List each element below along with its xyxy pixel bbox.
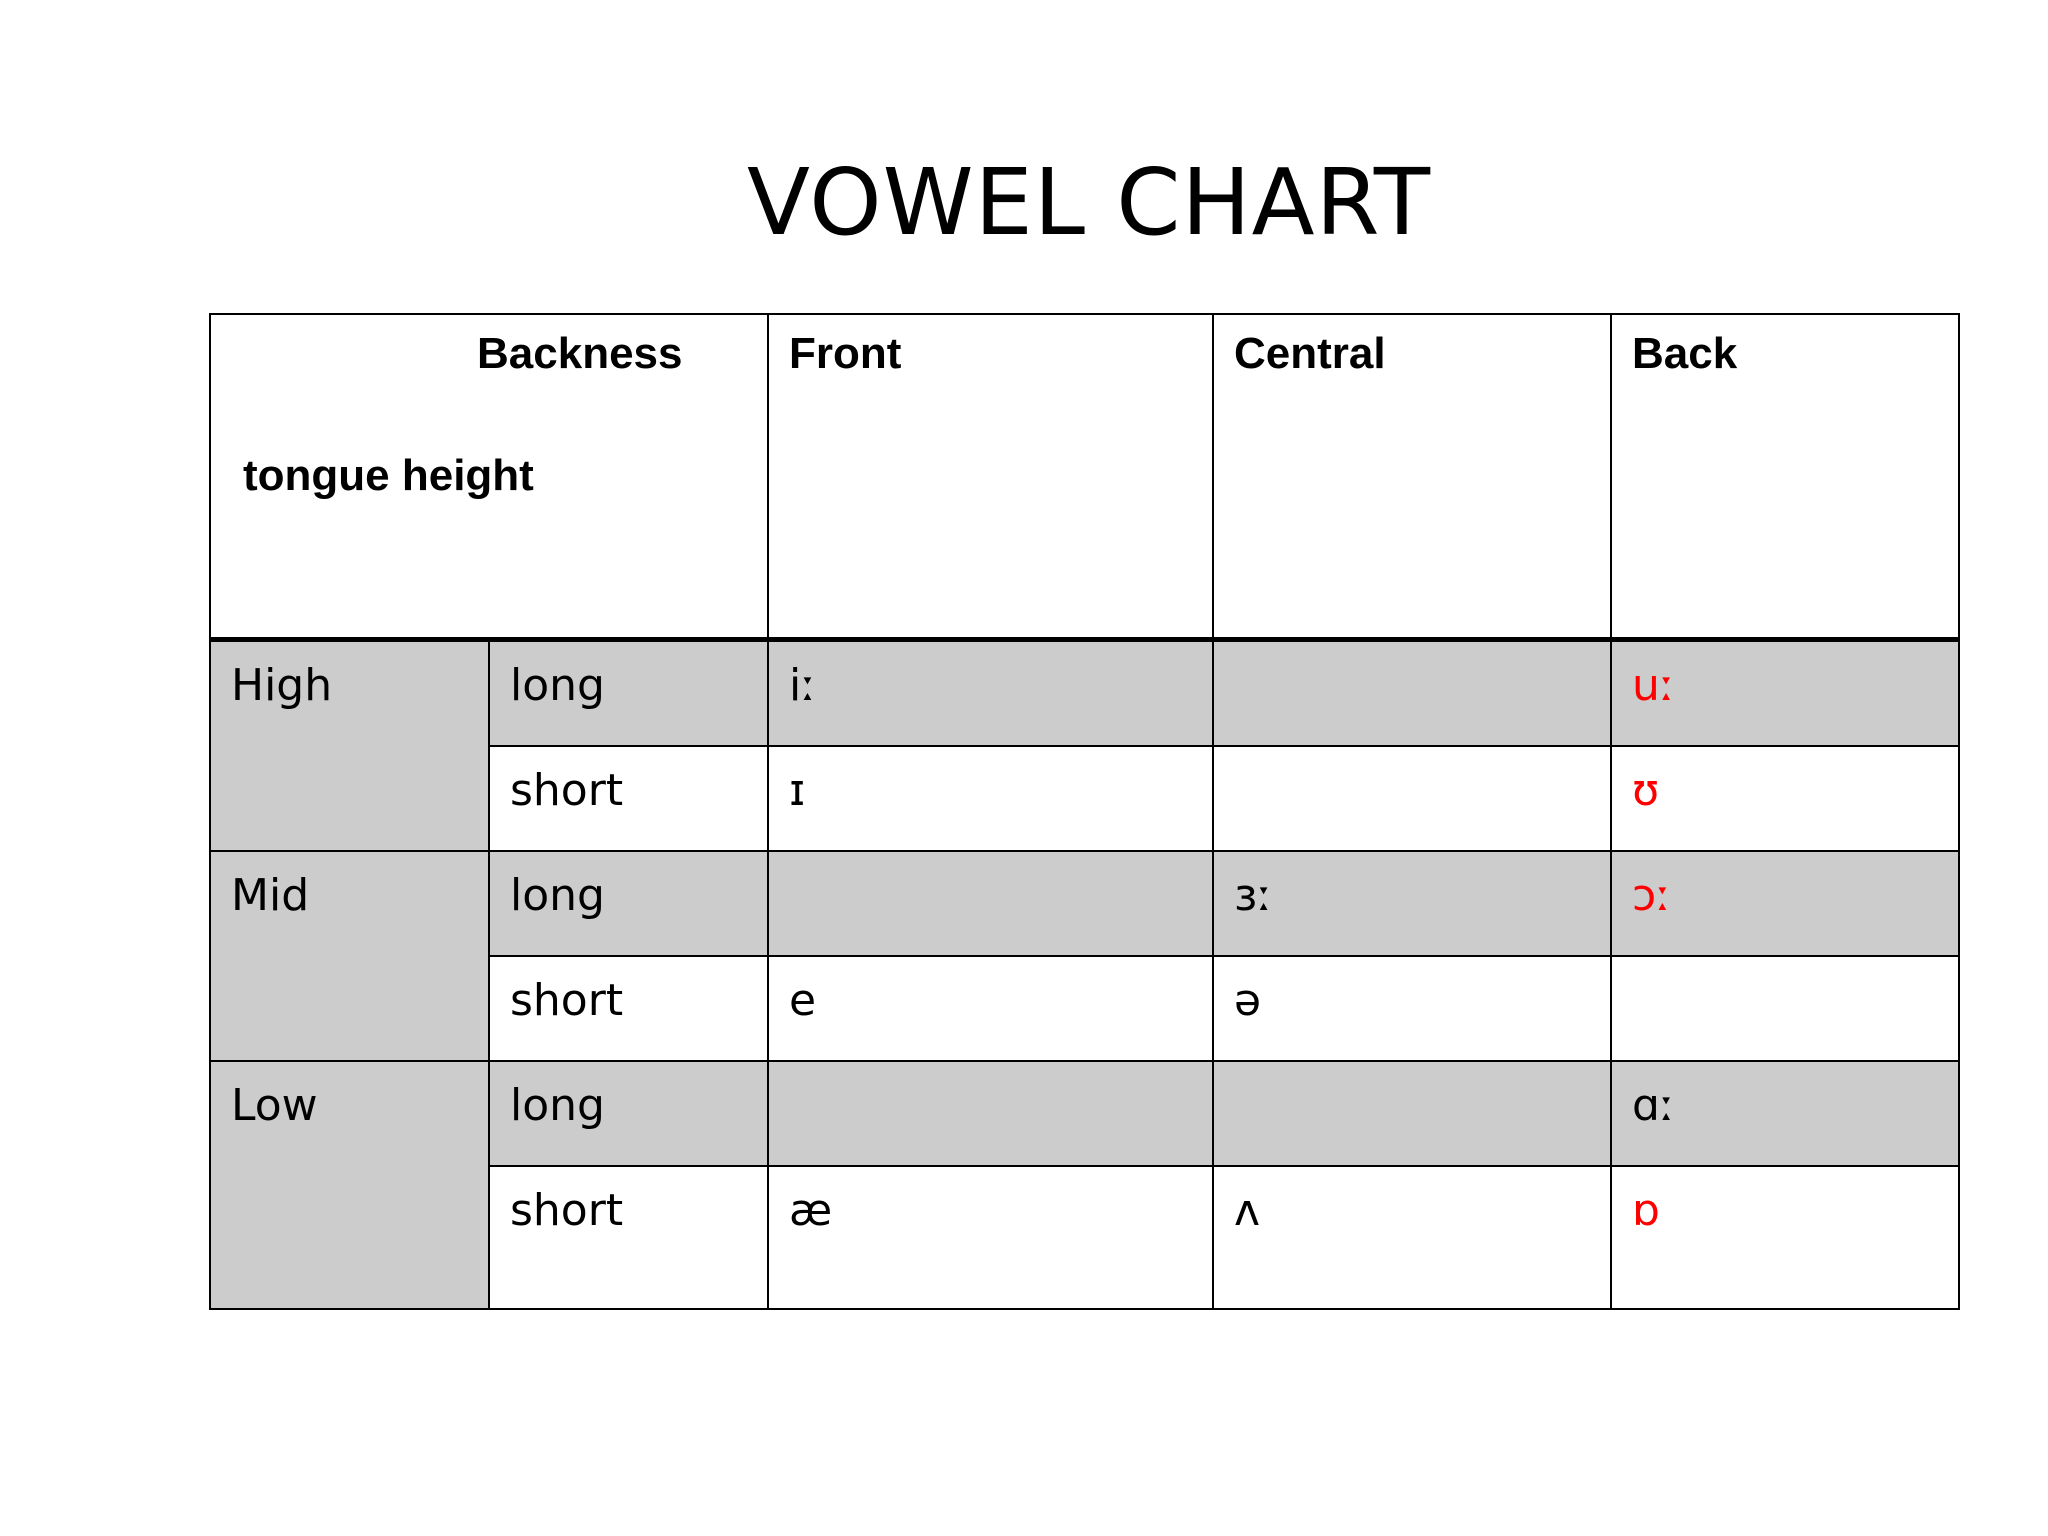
central-vowel-cell — [1213, 746, 1611, 851]
column-header-central: Central — [1213, 314, 1611, 640]
front-vowel-cell — [768, 851, 1213, 956]
back-vowel-cell: ɒ — [1611, 1166, 1959, 1309]
tongue-height-label: tongue height — [243, 451, 534, 500]
column-header-back: Back — [1611, 314, 1959, 640]
length-cell: long — [489, 640, 768, 747]
vowel-table — [209, 313, 1960, 1310]
length-cell: short — [489, 746, 768, 851]
height-label: High — [231, 660, 333, 711]
front-vowel-cell: ɪ — [768, 746, 1213, 851]
height-label-cell — [210, 1061, 489, 1309]
central-vowel-cell — [1213, 640, 1611, 747]
column-header-front: Front — [768, 314, 1213, 640]
central-vowel-cell: ʌ — [1213, 1166, 1611, 1309]
height-label-cell — [210, 851, 489, 1061]
table-row — [210, 851, 1959, 956]
length-cell: short — [489, 1166, 768, 1309]
back-vowel-cell: ʊ — [1611, 746, 1959, 851]
table-row — [210, 640, 1959, 747]
back-vowel-cell: uː — [1611, 640, 1959, 747]
central-vowel-cell: ə — [1213, 956, 1611, 1061]
page-title: VOWEL CHART — [746, 149, 1432, 256]
height-label: Low — [231, 1080, 318, 1131]
height-label-cell — [210, 640, 489, 852]
central-vowel-cell — [1213, 1061, 1611, 1166]
table-row — [210, 1061, 1959, 1166]
front-vowel-cell — [768, 1061, 1213, 1166]
front-vowel-cell: æ — [768, 1166, 1213, 1309]
back-vowel-cell — [1611, 956, 1959, 1061]
corner-header-cell — [210, 314, 768, 640]
central-vowel-cell: ɜː — [1213, 851, 1611, 956]
back-vowel-cell: ɔː — [1611, 851, 1959, 956]
front-vowel-cell: e — [768, 956, 1213, 1061]
height-label: Mid — [231, 870, 310, 921]
backness-label: Backness — [477, 329, 683, 378]
front-vowel-cell: iː — [768, 640, 1213, 747]
header-row — [210, 314, 1959, 640]
back-vowel-cell: ɑː — [1611, 1061, 1959, 1166]
length-cell: long — [489, 851, 768, 956]
length-cell: long — [489, 1061, 768, 1166]
length-cell: short — [489, 956, 768, 1061]
